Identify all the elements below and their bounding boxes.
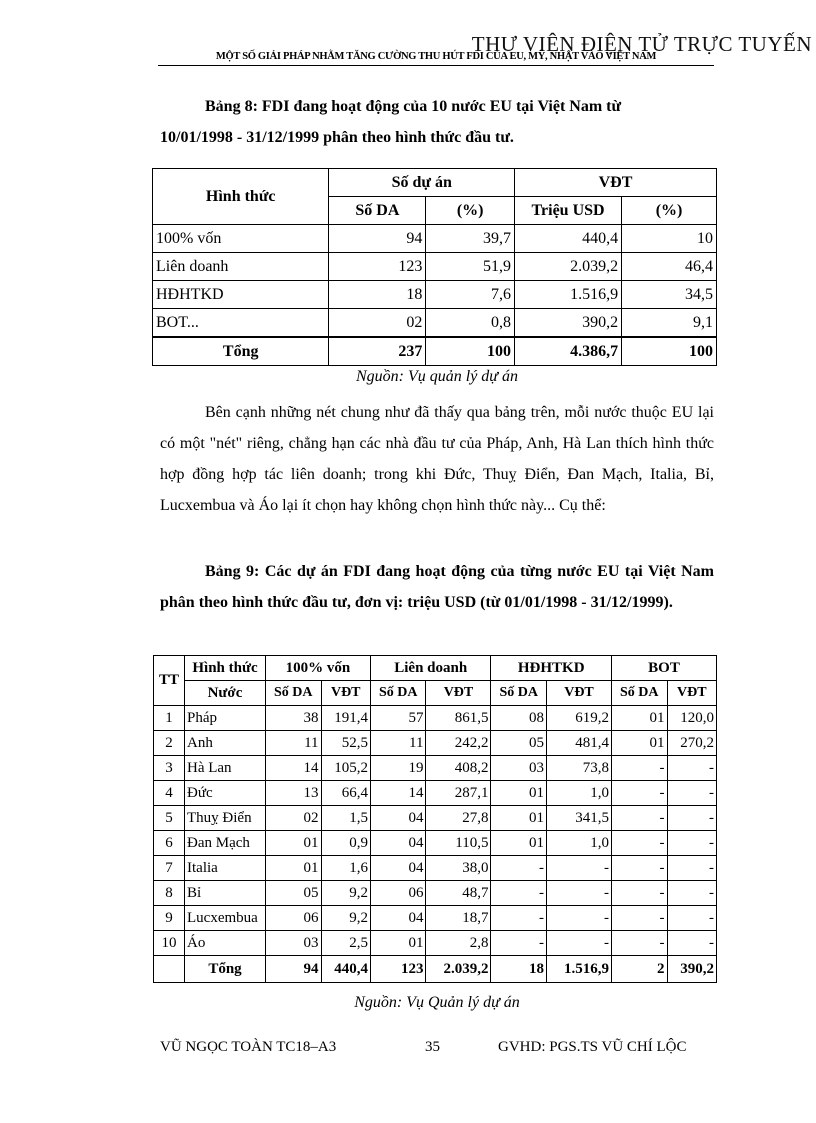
table9-sub-da: Số DA — [370, 681, 426, 706]
cell-lien-vdt: 408,2 — [426, 756, 491, 781]
table-row — [153, 281, 717, 309]
cell-hd-vdt: - — [546, 856, 611, 881]
table9-caption: Bảng 9: Các dự án FDI đang hoạt động của từng nước EU tại Việt Nam phân theo hình thức đầu tư, đơn vị: triệu USD (từ 01/01/1998 - 31/12/1999). — [160, 563, 714, 611]
cell-form: 100% vốn — [153, 225, 329, 253]
table-total-row — [154, 956, 717, 983]
table-row — [153, 225, 717, 253]
cell-usd: 390,2 — [515, 309, 622, 338]
cell-lien-da: 19 — [370, 756, 426, 781]
table9-sub-vdt: VĐT — [667, 681, 717, 706]
cell-country: Hà Lan — [185, 756, 266, 781]
table9-sub-da: Số DA — [266, 681, 322, 706]
cell-lien-da: 123 — [370, 956, 426, 983]
cell-tt: 3 — [154, 756, 185, 781]
cell-bot-da: - — [611, 756, 667, 781]
cell-lien-vdt: 2,8 — [426, 931, 491, 956]
footer-advisor: GVHD: PGS.TS VŨ CHÍ LỘC — [498, 1039, 687, 1055]
cell-tt: 5 — [154, 806, 185, 831]
cell-bot-vdt: 270,2 — [667, 731, 717, 756]
table8-header-capital: VĐT — [515, 169, 717, 197]
cell-hd-da: 18 — [491, 956, 547, 983]
table-row — [154, 781, 717, 806]
cell-lien-vdt: 242,2 — [426, 731, 491, 756]
cell-100-vdt: 1,6 — [321, 856, 370, 881]
cell-bot-vdt: - — [667, 806, 717, 831]
table8-sub-pct2: (%) — [622, 197, 717, 225]
table-row — [153, 309, 717, 338]
cell-100-da: 01 — [266, 831, 322, 856]
cell-count: 237 — [329, 337, 426, 366]
cell-100-da: 01 — [266, 856, 322, 881]
cell-form: HĐHTKD — [153, 281, 329, 309]
cell-pct2: 9,1 — [622, 309, 717, 338]
cell-country: Bỉ — [185, 881, 266, 906]
cell-bot-da: - — [611, 881, 667, 906]
cell-100-da: 13 — [266, 781, 322, 806]
cell-bot-vdt: - — [667, 931, 717, 956]
cell-bot-vdt: - — [667, 856, 717, 881]
cell-bot-vdt: 390,2 — [667, 956, 717, 983]
cell-bot-vdt: - — [667, 831, 717, 856]
cell-pct2: 46,4 — [622, 253, 717, 281]
table9-header-hdhtkd: HĐHTKD — [491, 656, 612, 681]
cell-pct2: 10 — [622, 225, 717, 253]
cell-country: Tổng — [185, 956, 266, 983]
cell-pct2: 100 — [622, 337, 717, 366]
table-row — [154, 831, 717, 856]
cell-count: 02 — [329, 309, 426, 338]
table9 — [153, 655, 717, 983]
cell-100-da: 38 — [266, 706, 322, 731]
cell-100-da: 03 — [266, 931, 322, 956]
cell-country: Thuỵ Điển — [185, 806, 266, 831]
cell-hd-da: - — [491, 906, 547, 931]
cell-usd: 440,4 — [515, 225, 622, 253]
cell-hd-da: 01 — [491, 781, 547, 806]
page-number: 35 — [425, 1039, 440, 1055]
cell-usd: 2.039,2 — [515, 253, 622, 281]
cell-usd: 1.516,9 — [515, 281, 622, 309]
cell-100-da: 11 — [266, 731, 322, 756]
cell-bot-vdt: 120,0 — [667, 706, 717, 731]
table-row — [154, 906, 717, 931]
cell-tt: 8 — [154, 881, 185, 906]
cell-100-vdt: 9,2 — [321, 881, 370, 906]
cell-tt: 1 — [154, 706, 185, 731]
cell-tt: 2 — [154, 731, 185, 756]
table9-sub-vdt: VĐT — [546, 681, 611, 706]
cell-hd-vdt: 1,0 — [546, 781, 611, 806]
cell-bot-vdt: - — [667, 756, 717, 781]
cell-country: Lucxembua — [185, 906, 266, 931]
table-row — [154, 731, 717, 756]
cell-hd-vdt: 1,0 — [546, 831, 611, 856]
cell-100-vdt: 2,5 — [321, 931, 370, 956]
cell-bot-da: - — [611, 856, 667, 881]
table9-sub-vdt: VĐT — [321, 681, 370, 706]
cell-count: 94 — [329, 225, 426, 253]
table9-source: Nguồn: Vụ Quản lý dự án — [354, 994, 520, 1011]
cell-pct2: 34,5 — [622, 281, 717, 309]
cell-country: Italia — [185, 856, 266, 881]
cell-hd-da: 05 — [491, 731, 547, 756]
cell-lien-vdt: 861,5 — [426, 706, 491, 731]
cell-100-vdt: 52,5 — [321, 731, 370, 756]
cell-pct: 7,6 — [426, 281, 515, 309]
table9-header-100: 100% vốn — [266, 656, 371, 681]
cell-bot-vdt: - — [667, 881, 717, 906]
table-row — [154, 806, 717, 831]
cell-lien-da: 57 — [370, 706, 426, 731]
table9-sub-da: Số DA — [611, 681, 667, 706]
cell-100-vdt: 0,9 — [321, 831, 370, 856]
table8-sub-usd: Triệu USD — [515, 197, 622, 225]
cell-hd-vdt: 481,4 — [546, 731, 611, 756]
cell-lien-vdt: 38,0 — [426, 856, 491, 881]
cell-lien-vdt: 27,8 — [426, 806, 491, 831]
cell-bot-da: - — [611, 806, 667, 831]
cell-hd-vdt: - — [546, 931, 611, 956]
cell-lien-da: 01 — [370, 931, 426, 956]
cell-pct: 39,7 — [426, 225, 515, 253]
cell-bot-da: 2 — [611, 956, 667, 983]
body-paragraph: Bên cạnh những nét chung như đã thấy qua bảng trên, mỗi nước thuộc EU lại có một "nét" riêng, chẳng hạn các nhà đầu tư của Pháp, Anh, Hà Lan thích hình thức hợp đồng hợp tác liên doanh; trong khi Đức, Thuỵ Điển, Đan Mạch, Italia, Bỉ, Lucxembua và Áo lại ít chọn hay không chọn hình thức này... Cụ thể: — [160, 404, 714, 514]
cell-pct: 0,8 — [426, 309, 515, 338]
table9-header-tt: TT — [154, 656, 185, 706]
cell-bot-da: - — [611, 906, 667, 931]
cell-tt: 7 — [154, 856, 185, 881]
cell-form: BOT... — [153, 309, 329, 338]
cell-country: Đức — [185, 781, 266, 806]
cell-lien-vdt: 287,1 — [426, 781, 491, 806]
cell-bot-da: - — [611, 781, 667, 806]
table-row — [154, 881, 717, 906]
cell-lien-vdt: 18,7 — [426, 906, 491, 931]
table9-header-form: Hình thức — [185, 656, 266, 681]
cell-hd-da: - — [491, 881, 547, 906]
cell-country: Anh — [185, 731, 266, 756]
watermark-logo: THƯ VIỆN ĐIỆN TỬ TRỰC TUYẾN — [471, 32, 812, 56]
footer-author: VŨ NGỌC TOÀN TC18–A3 — [160, 1039, 337, 1055]
cell-100-vdt: 9,2 — [321, 906, 370, 931]
table-row — [154, 756, 717, 781]
cell-lien-da: 04 — [370, 806, 426, 831]
cell-hd-da: 01 — [491, 831, 547, 856]
cell-form: Tổng — [153, 337, 329, 366]
cell-bot-da: 01 — [611, 706, 667, 731]
cell-100-vdt: 440,4 — [321, 956, 370, 983]
cell-lien-da: 06 — [370, 881, 426, 906]
cell-country: Áo — [185, 931, 266, 956]
running-header: MỘT SỐ GIẢI PHÁP NHẰM TĂNG CƯỜNG THU HÚT FDI CỦA EU, MỸ, NHẬT VÀO VIỆT NAM — [215, 51, 657, 62]
cell-bot-da: - — [611, 831, 667, 856]
table9-sub-da: Số DA — [491, 681, 547, 706]
cell-100-vdt: 191,4 — [321, 706, 370, 731]
cell-tt: 9 — [154, 906, 185, 931]
cell-hd-da: - — [491, 856, 547, 881]
cell-hd-vdt: 73,8 — [546, 756, 611, 781]
cell-100-vdt: 1,5 — [321, 806, 370, 831]
cell-hd-da: - — [491, 931, 547, 956]
cell-tt — [154, 956, 185, 983]
cell-tt: 6 — [154, 831, 185, 856]
cell-100-da: 14 — [266, 756, 322, 781]
table8 — [152, 168, 717, 366]
cell-hd-da: 08 — [491, 706, 547, 731]
cell-pct: 51,9 — [426, 253, 515, 281]
table8-caption — [160, 91, 714, 153]
table9-body — [154, 706, 717, 956]
cell-lien-vdt: 2.039,2 — [426, 956, 491, 983]
cell-lien-da: 14 — [370, 781, 426, 806]
table8-sub-count: Số DA — [329, 197, 426, 225]
cell-100-da: 02 — [266, 806, 322, 831]
cell-hd-vdt: 619,2 — [546, 706, 611, 731]
cell-lien-da: 11 — [370, 731, 426, 756]
table9-header-bot: BOT — [611, 656, 716, 681]
cell-100-da: 06 — [266, 906, 322, 931]
cell-hd-vdt: 1.516,9 — [546, 956, 611, 983]
cell-lien-da: 04 — [370, 831, 426, 856]
table-row — [154, 931, 717, 956]
table-total-row — [153, 337, 717, 366]
cell-100-da: 94 — [266, 956, 322, 983]
table8-sub-pct: (%) — [426, 197, 515, 225]
table8-header-form: Hình thức — [153, 169, 329, 225]
cell-bot-vdt: - — [667, 906, 717, 931]
table9-header-country: Nước — [185, 681, 266, 706]
cell-country: Đan Mạch — [185, 831, 266, 856]
cell-bot-vdt: - — [667, 781, 717, 806]
cell-100-vdt: 66,4 — [321, 781, 370, 806]
cell-tt: 4 — [154, 781, 185, 806]
table-row — [153, 253, 717, 281]
cell-hd-da: 01 — [491, 806, 547, 831]
table9-sub-vdt: VĐT — [426, 681, 491, 706]
cell-lien-vdt: 48,7 — [426, 881, 491, 906]
cell-100-vdt: 105,2 — [321, 756, 370, 781]
table9-header-lien: Liên doanh — [370, 656, 491, 681]
table8-caption-line1: Bảng 8: FDI đang hoạt động của 10 nước EU tại Việt Nam từ — [205, 98, 622, 115]
table8-caption-line2: 10/01/1998 - 31/12/1999 phân theo hình thức đầu tư. — [160, 129, 514, 146]
cell-pct: 100 — [426, 337, 515, 366]
cell-country: Pháp — [185, 706, 266, 731]
cell-tt: 10 — [154, 931, 185, 956]
cell-lien-da: 04 — [370, 856, 426, 881]
table8-header-projects: Số dự án — [329, 169, 515, 197]
cell-bot-da: - — [611, 931, 667, 956]
header-divider — [158, 65, 714, 66]
cell-hd-da: 03 — [491, 756, 547, 781]
cell-100-da: 05 — [266, 881, 322, 906]
cell-usd: 4.386,7 — [515, 337, 622, 366]
cell-bot-da: 01 — [611, 731, 667, 756]
cell-form: Liên doanh — [153, 253, 329, 281]
table8-source: Nguồn: Vụ quản lý dự án — [355, 368, 519, 385]
cell-lien-vdt: 110,5 — [426, 831, 491, 856]
cell-lien-da: 04 — [370, 906, 426, 931]
table-row — [154, 856, 717, 881]
cell-count: 123 — [329, 253, 426, 281]
cell-count: 18 — [329, 281, 426, 309]
cell-hd-vdt: 341,5 — [546, 806, 611, 831]
cell-hd-vdt: - — [546, 881, 611, 906]
cell-hd-vdt: - — [546, 906, 611, 931]
table-row — [154, 706, 717, 731]
